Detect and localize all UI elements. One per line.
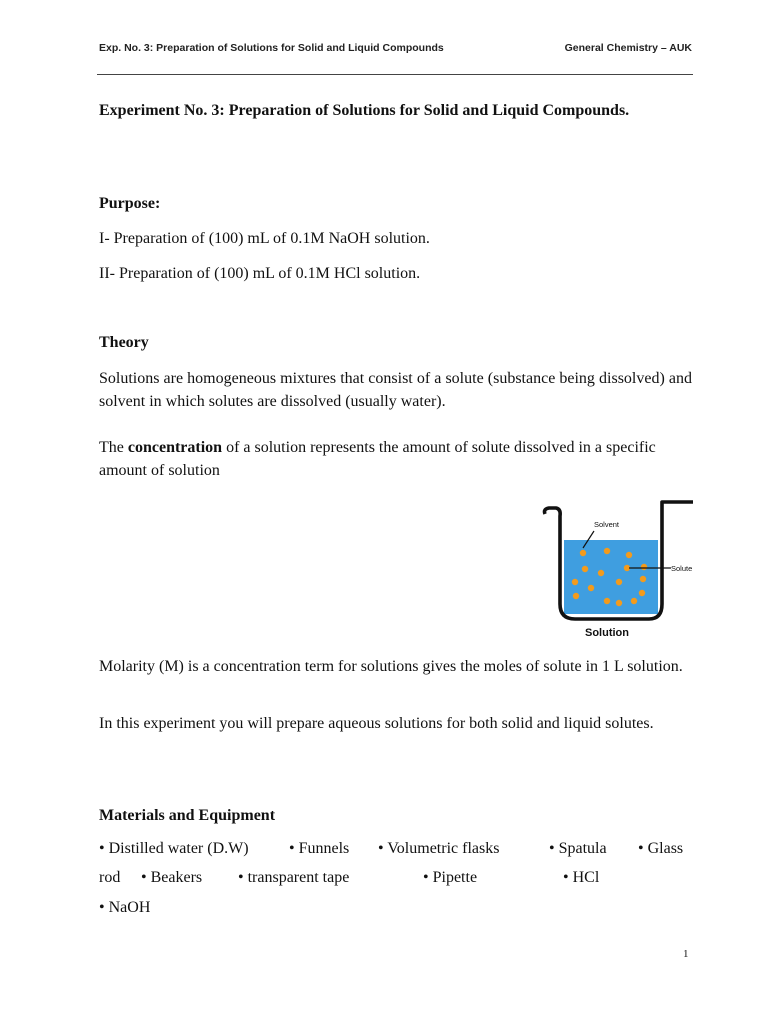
solute-label: Solute	[671, 564, 693, 573]
material-item: • Pipette	[423, 869, 478, 886]
paragraph-rest: of a solution represents the amount of solute dissolved in a specific amount of solution	[99, 439, 656, 479]
material-item: • Funnels	[289, 840, 350, 857]
material-item: • transparent tape	[238, 869, 350, 886]
material-item: • Distilled water (D.W)	[99, 840, 249, 857]
page-number: 1	[683, 948, 689, 960]
theory-paragraph-2	[99, 436, 692, 482]
material-item: • Volumetric flasks	[378, 840, 500, 857]
running-header-right: General Chemistry – AUK	[564, 42, 692, 54]
header-divider	[97, 74, 693, 75]
purpose-heading: Purpose:	[99, 195, 161, 212]
paragraph-prefix: The	[99, 439, 128, 456]
theory-paragraph-4: In this experiment you will prepare aqueous solutions for both solid and liquid solutes.	[99, 715, 654, 732]
experiment-title: Experiment No. 3: Preparation of Solutions for Solid and Liquid Compounds.	[99, 102, 630, 119]
material-item: • HCl	[563, 869, 600, 886]
material-item: • Glass	[638, 840, 684, 857]
purpose-item-1: I- Preparation of (100) mL of 0.1M NaOH solution.	[99, 230, 430, 247]
material-item: • Spatula	[549, 840, 607, 857]
figure-caption: Solution	[585, 627, 629, 639]
material-item: • NaOH	[99, 899, 151, 916]
theory-paragraph-1: Solutions are homogeneous mixtures that consist of a solute (substance being dissolved) and solvent in which solutes are dissolved (usually water).	[99, 370, 692, 410]
theory-heading: Theory	[99, 334, 149, 351]
materials-heading: Materials and Equipment	[99, 807, 276, 824]
concentration-term: concentration	[127, 439, 223, 456]
solvent-label: Solvent	[594, 520, 620, 529]
theory-paragraph-3: Molarity (M) is a concentration term for solutions gives the moles of solute in 1 L solution.	[99, 658, 683, 675]
running-header-left: Exp. No. 3: Preparation of Solutions for Solid and Liquid Compounds	[99, 42, 444, 54]
material-item: • Beakers	[141, 869, 203, 886]
solution-beaker-figure	[539, 492, 695, 644]
beaker-diagram	[539, 492, 695, 644]
material-item: rod	[99, 869, 121, 886]
purpose-item-2: II- Preparation of (100) mL of 0.1M HCl solution.	[99, 265, 421, 282]
